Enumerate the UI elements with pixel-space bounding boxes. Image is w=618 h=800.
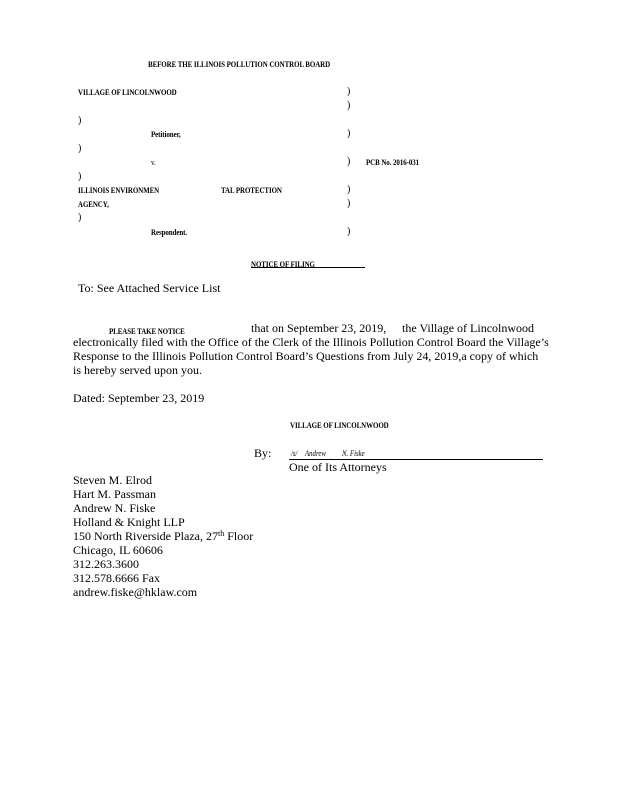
firm-phone: 312.263.3600 [73,557,139,571]
firm-fax: 312.578.6666 Fax [73,571,160,585]
notice-line2: electronically filed with the Office of the Clerk of the Illinois Pollution Control Board the Village’s [73,335,549,349]
caption-paren: ) [78,212,82,223]
caption-paren: ) [78,143,82,154]
address-superscript: th [217,529,225,538]
petitioner-name: VILLAGE OF LINCOLNWOOD [78,87,177,97]
versus: v. [151,157,156,167]
respondent-name-part1: ILLINOIS ENVIRONMEN [78,185,160,195]
signature-title: One of Its Attorneys [289,460,387,474]
caption-paren: ) [347,86,351,97]
signature-prefix: /s/ [291,448,298,458]
notice-heading-underline [251,255,365,268]
firm-name: Holland & Knight LLP [73,515,185,529]
notice-paragraph [73,321,553,377]
address-floor: Floor [224,529,254,543]
firm-city: Chicago, IL 60606 [73,543,163,557]
signature-party: VILLAGE OF LINCOLNWOOD [290,420,389,430]
notice-line3: Response to the Illinois Pollution Control Board’s Questions from July 24, 2019,a copy of which [73,349,539,363]
caption-paren: ) [347,226,351,237]
caption-paren: ) [347,156,351,167]
respondent-name-part3: AGENCY, [78,199,109,209]
firm-address [73,530,253,542]
by-label: By: [254,446,272,460]
respondent-role: Respondent. [151,227,188,237]
caption-paren: ) [347,184,351,195]
dated-line: Dated: September 23, 2019 [73,391,205,405]
notice-line4: is hereby served upon you. [73,363,202,377]
notice-heading: NOTICE OF FILING [251,259,315,269]
address-text: 150 North Riverside Plaza, 27 [73,529,218,543]
attorney-name: Hart M. Passman [73,487,156,501]
attorney-email: andrew.fiske@hklaw.com [73,585,198,599]
notice-line1-end: the Village of Lincolnwood [402,321,535,335]
caption-paren: ) [347,100,351,111]
petitioner-role: Petitioner, [151,129,181,139]
respondent-name-part2: TAL PROTECTION [221,185,282,195]
please-take-notice: PLEASE TAKE NOTICE [109,326,185,336]
to-line: To: See Attached Service List [78,281,221,295]
notice-line1-rest: that on September 23, 2019, [251,321,387,335]
board-title: BEFORE THE ILLINOIS POLLUTION CONTROL BOARD [148,59,331,69]
signature-first: Andrew [305,448,326,458]
attorney-name: Steven M. Elrod [73,473,152,487]
caption-paren: ) [78,171,82,182]
caption-paren: ) [347,198,351,209]
caption-paren: ) [78,115,82,126]
caption-paren: ) [347,128,351,139]
attorney-name: Andrew N. Fiske [73,501,156,515]
signature-last: N. Fiske [342,448,365,458]
case-number: PCB No. 2016-031 [366,157,420,167]
